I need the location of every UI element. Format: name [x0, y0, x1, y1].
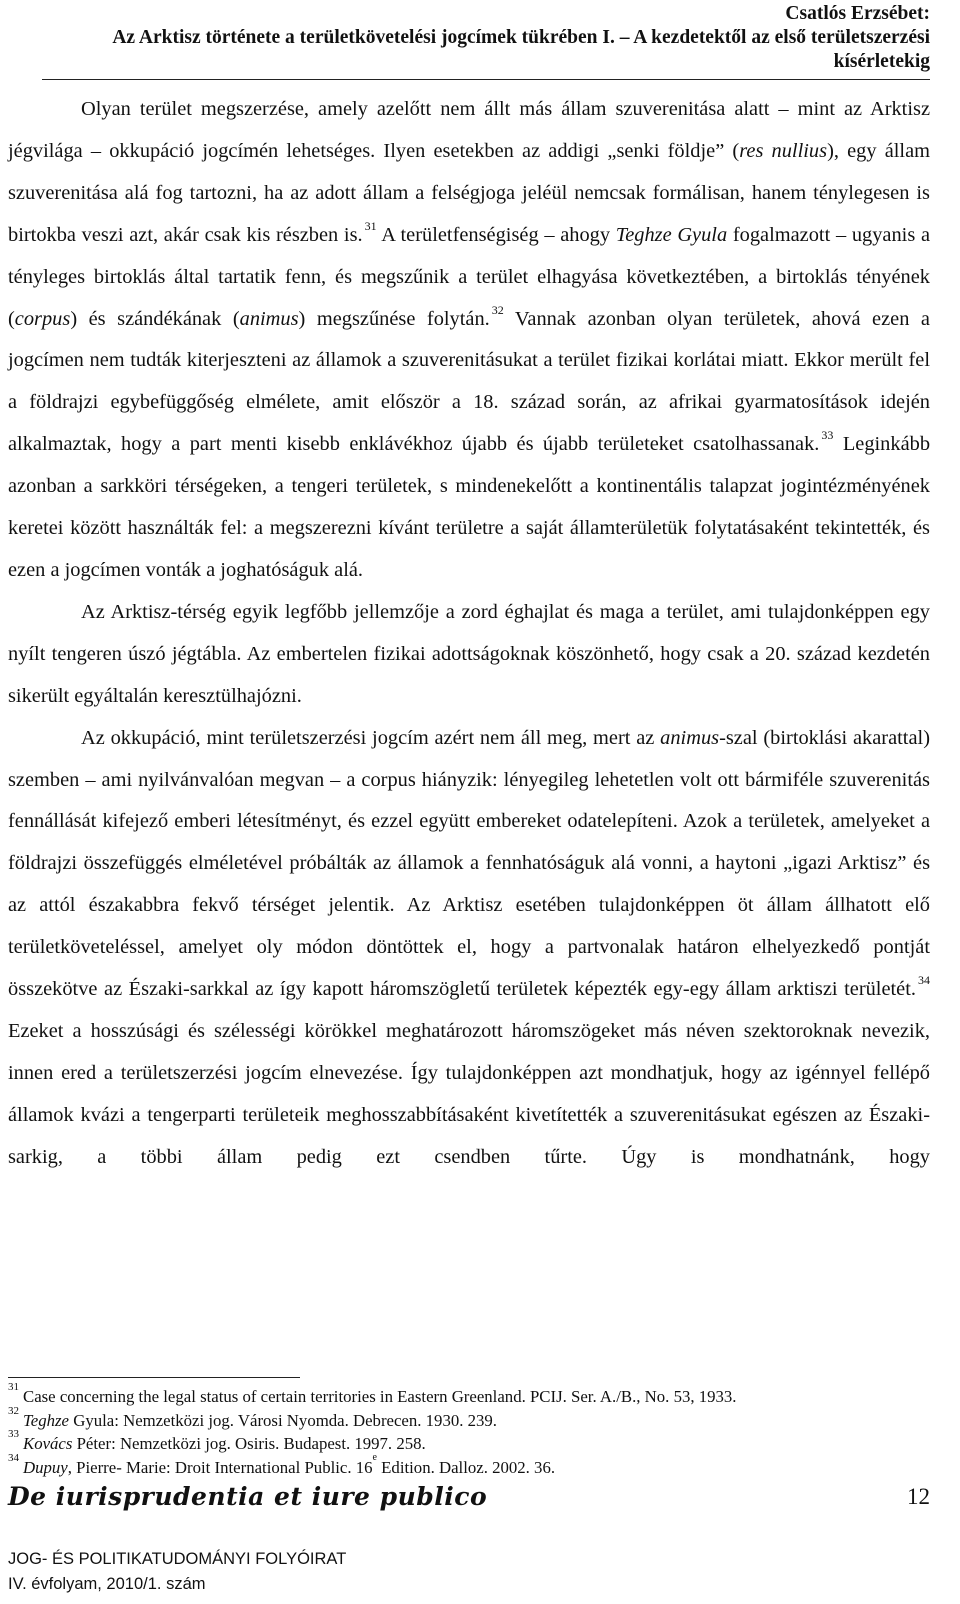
header-title-line1: Az Arktisz története a területkövetelési jogcímek tükrében I. – A kezdetektől az első területszerzési — [112, 27, 930, 48]
journal-subtitle: JOG- ÉS POLITIKATUDOMÁNYI FOLYÓIRAT — [8, 1550, 347, 1568]
journal-issue: IV. évfolyam, 2010/1. szám — [8, 1575, 206, 1593]
footnote-ref-33[interactable]: 33 — [821, 428, 834, 443]
header-title-line2: kísérletekig — [833, 51, 930, 72]
footnote-32: $^{32}$ Teghze Gyula: Nemzetközi jog. Városi Nyomda. Debrecen. 1930. 239. — [8, 1404, 497, 1430]
footnote-ref-34[interactable]: 34 — [918, 973, 930, 988]
paragraph-2: Az Arktisz-térség egyik legfőbb jellemzője a zord éghajlat és maga a terület, ami tulajdonképpen egy nyílt tengeren úszó jégtábla. Az embertelen fizikai adottságoknak köszönhető, hogy csak a 20. század kezdetén sikerült egyáltalán keresztülhajózni. — [8, 600, 930, 707]
journal-subtitle-block — [8, 1547, 346, 1597]
footnote-ref-32[interactable]: 32 — [491, 302, 504, 317]
header-rule — [42, 79, 930, 80]
footnotes — [8, 1381, 928, 1479]
journal-title: De iurisprudentia et iure publico — [8, 1482, 488, 1511]
paragraph-3: Az okkupáció, mint területszerzési jogcím azért nem áll meg, mert az animus-szal (birtoklási akarattal) szemben – ami nyilvánvalóan megvan – a corpus hiányzik: lényegileg lehetetlen volt ott bármiféle szuverenitás fennállását kifejező emberi létesítményt, és ezzel együtt embereket odatelepíteni. Azok a területek, amelyeket a földrajzi összefüggés elméletével próbálták az államok a fennhatóságuk alá vonni, a haytoni „igazi Arktisz” és az attól északabbra fekvő térséget jelentik. Az Arktisz esetében tulajdonképpen öt állam állhatott elő területköveteléssel, amelyet oly módon döntöttek el, hogy a partvonalak határon elhelyezkedő pontját összekötve az Északi-sarkkal az így kapott háromszögletű területek képezték egy-egy állam arktiszi területét. $^{34}$ Ezeket a hosszúsági és szélességi körökkel meghatározott háromszögeket más néven szektoroknak nevezik, innen ered a területszerzési jogcím elnevezése. Így tulajdonképpen azt mondhatjuk, hogy az igénnyel fellépő államok kvázi a tengerparti területeik meghosszabbításaként kivetítették a szuverenitásukat egészen az Északi-sarkig, a többi állam pedig ezt csendben tűrte. Úgy is mondhatnánk, hogy — [8, 726, 930, 1168]
running-header — [30, 2, 930, 74]
header-author: Csatlós Erzsébet: — [785, 3, 930, 24]
paragraph-1: Olyan terület megszerzése, amely azelőtt nem állt más állam szuverenitása alatt – mint az Arktisz jégvilága – okkupáció jogcímén lehetséges. Ilyen esetekben az addigi „senki földje” (res nullius), egy állam szuverenitása alá fog tartozni, ha az adott állam a felségjoga jeléül nemcsak formálisan, hanem ténylegesen is birtokba veszi azt, akár csak kis részben is. $^{31}$ A területfenségiség – ahogy Teghze Gyula fogalmazott – ugyanis a tényleges birtoklás által tartatik fenn, és megszűnik a terület elhagyása következtében, a birtoklás tényének (corpus) és szándékának (animus) megszűnése folytán. $^{32}$ Vannak azonban olyan területek, ahová ezen a jogcímen nem tudták kiterjeszteni az államok a szuverenitásukat a terület fizikai korlátai miatt. Ekkor merült fel a földrajzi egybefüggőség elmélete, amit először a 18. század során, az afrikai gyarmatosítások idején alkalmaztak, hogy a part menti kisebb enklávékhoz újabb és újabb területeket csatolhassanak. $^{33}$ Leginkább azonban a sarkköri térségeken, a tengeri területek, s mindenekelőtt a kontinentális talapzat jogintézményének keretei között használták fel: a megszerezni kívánt területre a saját államterületük folytatásaként tekintették, és ezen a jogcímen vonták a joghatóságuk alá. — [8, 98, 931, 581]
footnote-34: $^{34}$ Dupuy, Pierre- Marie: Droit International Public. 16e Edition. Dalloz. 2002. 36. — [8, 1451, 556, 1477]
body-text — [8, 89, 930, 1179]
page-number: 12 — [907, 1484, 930, 1509]
footnote-ref-31[interactable]: 31 — [364, 218, 377, 233]
footnote-31: $^{31}$ Case concerning the legal status of certain territories in Eastern Greenland. PCIJ. Ser. A./B., No. 53, 1933. — [8, 1381, 737, 1406]
footnote-33: $^{33}$ Kovács Péter: Nemzetközi jog. Osiris. Budapest. 1997. 258. — [8, 1428, 426, 1453]
footnote-rule — [8, 1377, 300, 1378]
